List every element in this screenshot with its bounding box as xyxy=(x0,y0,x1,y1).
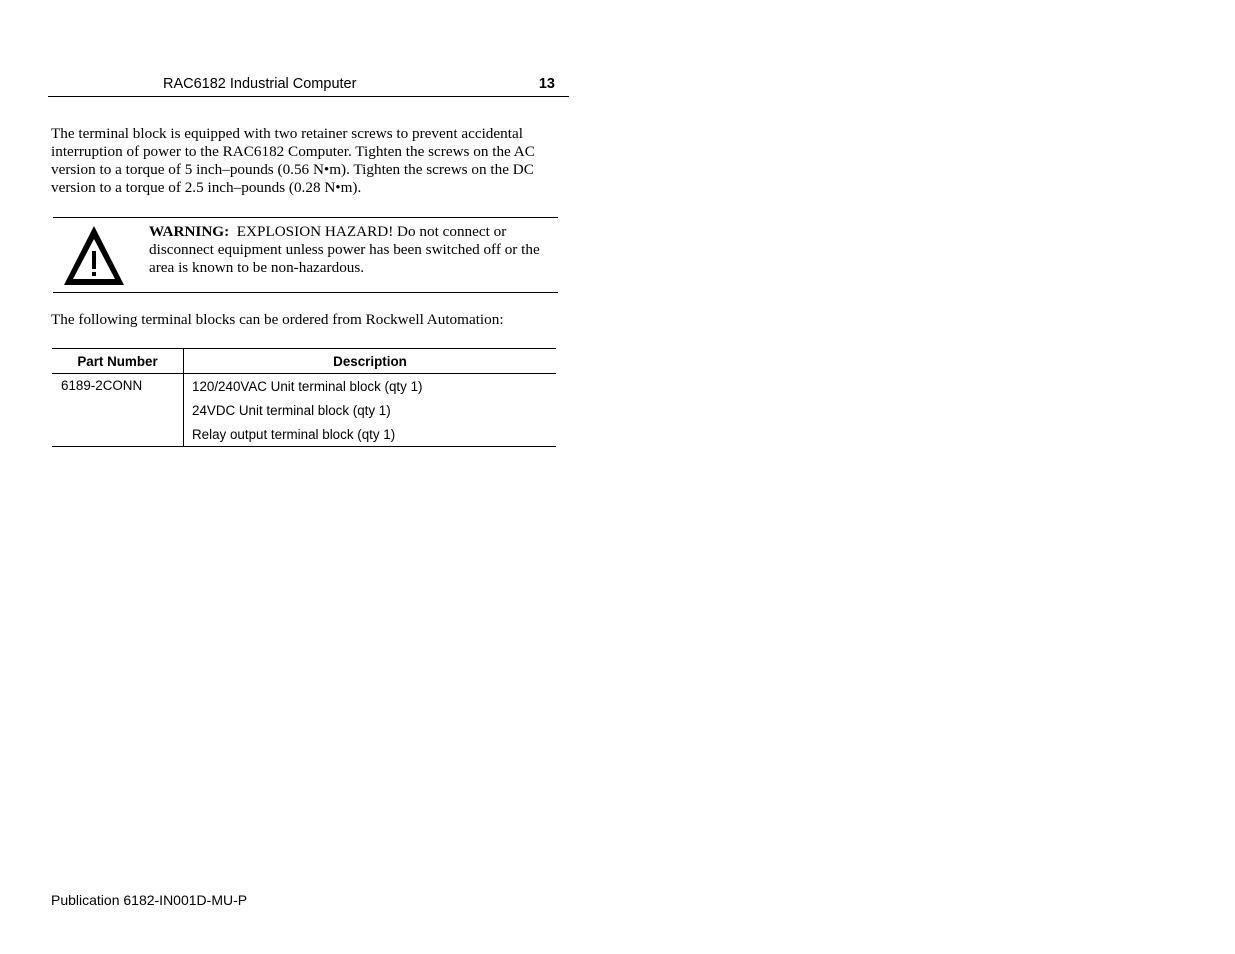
document-title: RAC6182 Industrial Computer xyxy=(163,76,357,92)
warning-message: EXPLOSION HAZARD! Do not connect or disconnect equipment unless power has been switched off or the area is known to be non-hazardous. xyxy=(149,223,540,276)
column-header-part-number: Part Number xyxy=(52,349,184,374)
table-row xyxy=(52,374,556,399)
part-number-cell: 6189-2CONN xyxy=(52,374,184,447)
column-header-description: Description xyxy=(184,349,557,374)
description-cell: Relay output terminal block (qty 1) xyxy=(184,422,557,447)
warning-text-block xyxy=(149,223,549,277)
page-number: 13 xyxy=(538,76,555,92)
warning-label: WARNING: xyxy=(149,223,230,240)
publication-footer: Publication 6182-IN001D-MU-P xyxy=(51,892,248,908)
warning-box xyxy=(53,217,558,293)
torque-paragraph: The terminal block is equipped with two retainer screws to prevent accidental interruption of power to the RAC6182 Computer. Tighten the screws on the AC version to a torque of 5 inch–pounds (0.56 N•m). Tighten the screws on the DC version to a torque of 2.5 inch–pounds (0.28 N•m). xyxy=(51,125,535,196)
ordering-paragraph: The following terminal blocks can be ordered from Rockwell Automation: xyxy=(51,311,504,328)
table-header-row xyxy=(52,349,556,374)
description-cell: 120/240VAC Unit terminal block (qty 1) xyxy=(192,378,423,394)
page-header xyxy=(48,75,569,97)
terminal-blocks-table xyxy=(52,348,556,447)
warning-triangle-icon xyxy=(61,222,127,288)
description-cell: 24VDC Unit terminal block (qty 1) xyxy=(192,402,391,418)
